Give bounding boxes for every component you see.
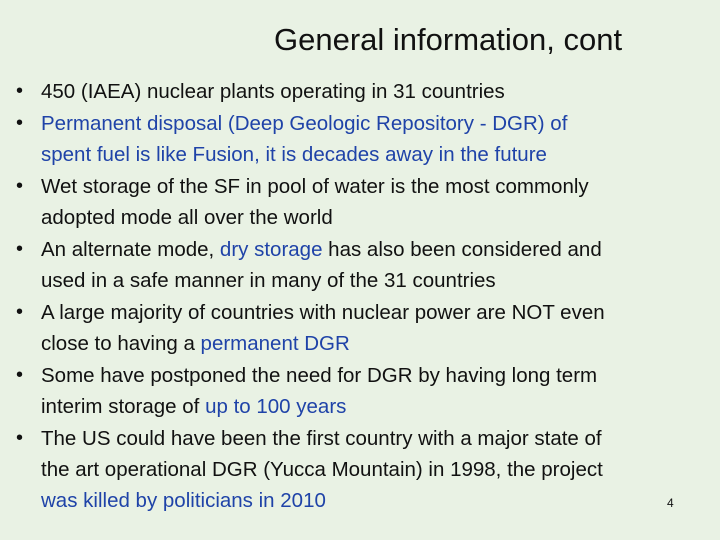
bullet-text: 450 (IAEA) nuclear plants operating in 31 countries xyxy=(41,80,505,103)
bullet-text: An alternate mode, xyxy=(41,238,220,261)
highlighted-text: was killed by politicians in 2010 xyxy=(41,489,326,512)
bullet-text: interim storage of xyxy=(41,395,206,418)
bullet-line xyxy=(41,234,706,265)
bullet-line xyxy=(41,139,706,170)
bullet-list xyxy=(0,76,720,517)
bullet-line xyxy=(41,391,706,422)
bullet-line xyxy=(41,265,706,296)
bullet-dot-icon: • xyxy=(16,175,24,197)
bullet-item xyxy=(0,108,720,170)
bullet-text: used in a safe manner in many of the 31 countries xyxy=(41,269,496,292)
bullet-line xyxy=(41,454,706,485)
slide-title: General information, cont xyxy=(274,22,623,57)
bullet-text: Wet storage of the SF in pool of water is the most commonly xyxy=(41,175,589,198)
highlighted-text: spent fuel is like Fusion, it is decades away in the future xyxy=(41,143,547,166)
bullet-text: the art operational DGR (Yucca Mountain) in 1998, the project xyxy=(41,458,603,481)
bullet-item xyxy=(0,234,720,296)
highlighted-text: Permanent disposal (Deep Geologic Repository - DGR) of xyxy=(41,112,568,135)
bullet-dot-icon: • xyxy=(16,427,24,449)
bullet-line xyxy=(41,108,706,139)
bullet-item xyxy=(0,297,720,359)
page-number: 4 xyxy=(667,496,674,510)
bullet-line xyxy=(41,202,706,233)
highlighted-text: dry storage xyxy=(219,238,323,261)
highlighted-text: permanent DGR xyxy=(200,332,350,355)
bullet-text: The US could have been the first country with a major state of xyxy=(41,427,602,450)
bullet-dot-icon: • xyxy=(16,238,24,260)
bullet-line xyxy=(41,76,706,107)
bullet-item xyxy=(0,423,720,516)
bullet-dot-icon: • xyxy=(16,364,24,386)
bullet-line xyxy=(41,328,706,359)
bullet-item xyxy=(0,360,720,422)
bullet-line xyxy=(41,485,706,516)
bullet-text: close to having a xyxy=(41,332,201,355)
highlighted-text: up to 100 years xyxy=(205,395,347,418)
bullet-text: adopted mode all over the world xyxy=(41,206,333,229)
bullet-text: Some have postponed the need for DGR by having long term xyxy=(41,364,598,387)
bullet-item xyxy=(0,76,720,107)
bullet-line xyxy=(41,423,706,454)
bullet-text: A large majority of countries with nuclear power are NOT even xyxy=(41,301,605,324)
bullet-text: has also been considered and xyxy=(322,238,602,261)
bullet-dot-icon: • xyxy=(16,112,24,134)
bullet-line xyxy=(41,297,706,328)
bullet-dot-icon: • xyxy=(16,80,24,102)
bullet-line xyxy=(41,171,706,202)
bullet-line xyxy=(41,360,706,391)
bullet-dot-icon: • xyxy=(16,301,24,323)
bullet-item xyxy=(0,171,720,233)
